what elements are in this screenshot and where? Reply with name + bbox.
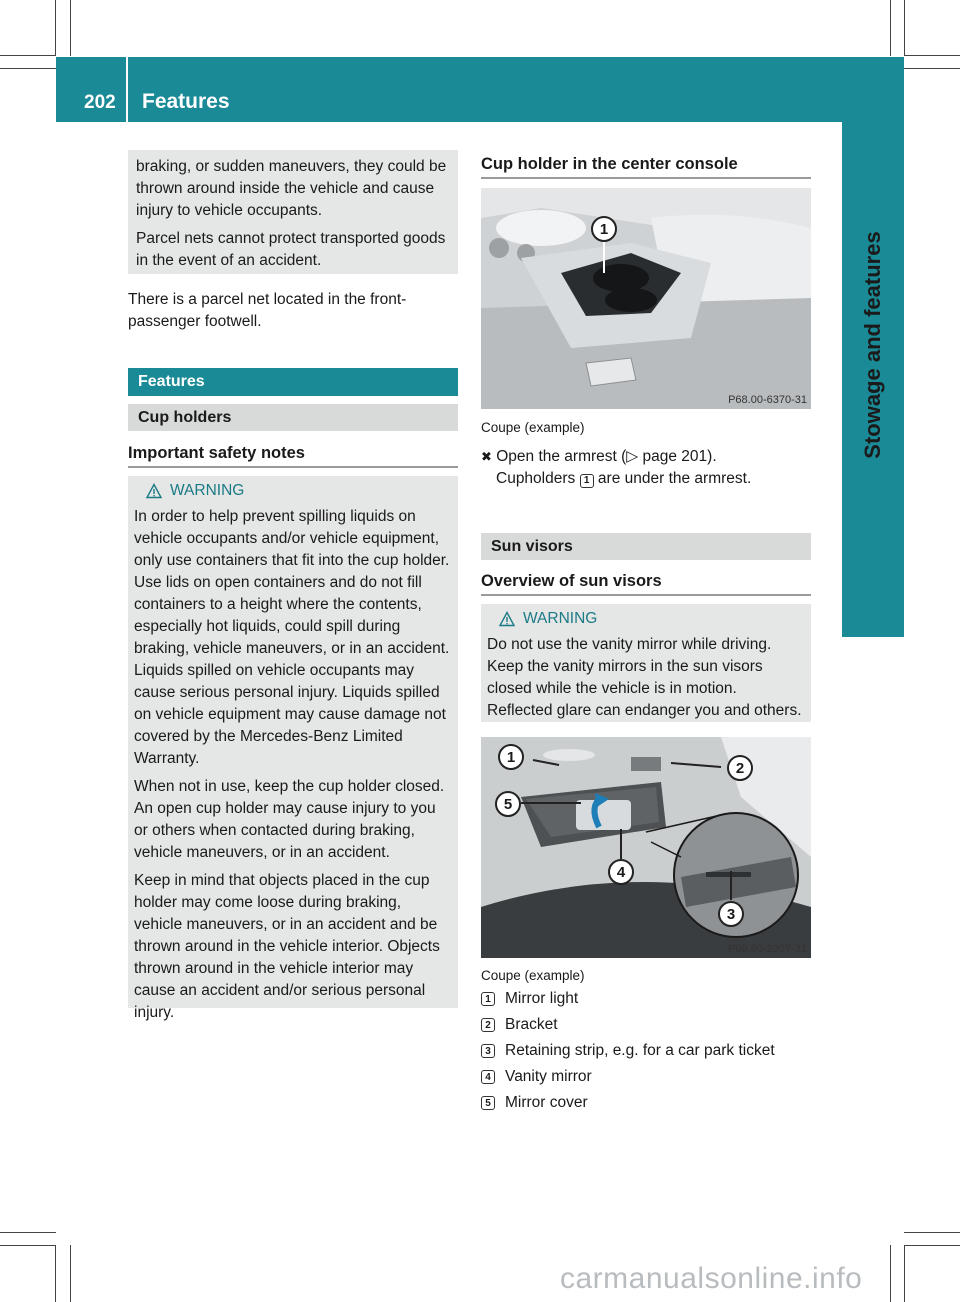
step-arrow-icon: ✖ [481,449,492,464]
parcel-net-text: There is a parcel net located in the front-passenger footwell. [128,291,407,330]
continued-warning-box [128,150,458,274]
warning-paragraph: Keep in mind that objects placed in the cup holder may come loose during braking, vehicle maneuvers, or in an accident and be thrown around in the vehicle interior. Objects thrown around in the vehicle interior may cause an accident and/or serious personal injury. [134,872,440,1021]
section-rule [128,466,458,468]
crop-mark [904,0,905,56]
legend-number: 3 [481,1044,495,1058]
callout-2: 2 [727,755,753,781]
crop-mark [55,0,56,56]
legend-item [481,1042,775,1060]
sun-visors-heading [481,533,811,560]
section-rule [481,177,811,179]
legend-item [481,990,578,1008]
legend-number: 1 [481,992,495,1006]
photo-caption: Coupe (example) [481,968,585,983]
console-photo [481,188,811,409]
section-rule [481,594,811,596]
step-text: are under the armrest. [597,470,752,487]
photo-code: P68.00-6370-31 [728,394,807,406]
overview-heading: Overview of sun visors [481,572,662,590]
crop-mark [904,55,960,56]
warning-label: WARNING [170,482,245,499]
crop-mark [890,0,891,56]
sun-visor-warning-box [481,604,811,722]
legend-number: 5 [481,1096,495,1110]
legend-label: Bracket [505,1016,558,1033]
crop-mark [70,0,71,56]
side-tab-label: Stowage and features [860,231,885,459]
box-paragraph: Parcel nets cannot protect transported goods in the event of an accident. [136,230,446,269]
crop-mark [890,1245,891,1302]
callout-5: 5 [495,791,521,817]
crop-mark [904,1245,960,1246]
page-number: 202 [84,92,116,113]
watermark[interactable]: carmanualsonline.info [560,1262,863,1295]
warning-label: WARNING [523,610,598,627]
step-text: Open the armrest (▷ page 201). [496,448,717,465]
warning-triangle-icon [146,483,162,499]
page-title: Features [142,90,230,113]
crop-mark [904,1245,905,1302]
warning-paragraph: In order to help prevent spilling liquids on vehicle occupants and/or vehicle equipment, only use containers that fit into the cup holder. Use lids on open containers and do not fill containers to a height where the contents, especially hot liquids, could spill during braking, vehicle maneuvers, or in an accident. Liquids spilled on vehicle occupants may cause serious personal injury. Liquids spilled on vehicle equipment may cause damage not covered by the Mercedes-Benz Limited Warranty. [134,508,450,767]
callout-1: 1 [498,744,524,770]
callout-3: 3 [718,901,744,927]
safety-heading: Important safety notes [128,444,305,462]
cup-holder-warning-box [128,476,458,1021]
warning-paragraph: When not in use, keep the cup holder closed. An open cup holder may cause injury to you or others when contacted during braking, vehicle maneuvers, or in an accident. [134,778,445,861]
photo-caption: Coupe (example) [481,420,585,435]
crop-mark [0,55,56,56]
warning-header [499,608,805,630]
step-text: Cupholders [496,470,576,487]
crop-mark [0,1245,56,1246]
header-divider [126,57,128,122]
warning-paragraph: Do not use the vanity mirror while driving. Keep the vanity mirrors in the sun visors closed while the vehicle is in motion. Reflected glare can endanger you and others. [487,636,802,719]
warning-header [146,480,452,502]
callout-1: 1 [591,216,617,242]
sun-visor-illustration [481,737,811,958]
legend-number: 2 [481,1018,495,1032]
legend-label: Retaining strip, e.g. for a car park ticket [505,1042,775,1059]
legend-item [481,1068,592,1086]
cup-console-heading: Cup holder in the center console [481,155,738,173]
box-paragraph: braking, or sudden maneuvers, they could be thrown around inside the vehicle and cause injury to vehicle occupants. [136,158,447,219]
cupholder-badge: 1 [580,474,594,488]
console-illustration [481,188,811,409]
sun-visor-photo [481,737,811,958]
crop-mark [0,1232,56,1233]
features-heading [128,368,458,396]
legend-label: Vanity mirror [505,1068,592,1085]
legend-item [481,1094,588,1112]
cup-holders-heading [128,404,458,431]
callout-4: 4 [608,859,634,885]
sun-visors-heading-text: Sun visors [491,538,573,555]
crop-mark [904,68,960,69]
crop-mark [0,68,56,69]
crop-mark [70,1245,71,1302]
features-heading-text: Features [138,373,205,390]
legend-item [481,1016,558,1034]
photo-code: P68.60-2307-31 [728,943,807,955]
legend-label: Mirror light [505,990,579,1007]
crop-mark [55,1245,56,1302]
cup-holders-heading-text: Cup holders [138,409,232,426]
instruction-step [481,446,811,490]
legend-number: 4 [481,1070,495,1084]
warning-triangle-icon [499,611,515,627]
crop-mark [904,1232,960,1233]
legend-label: Mirror cover [505,1094,588,1111]
